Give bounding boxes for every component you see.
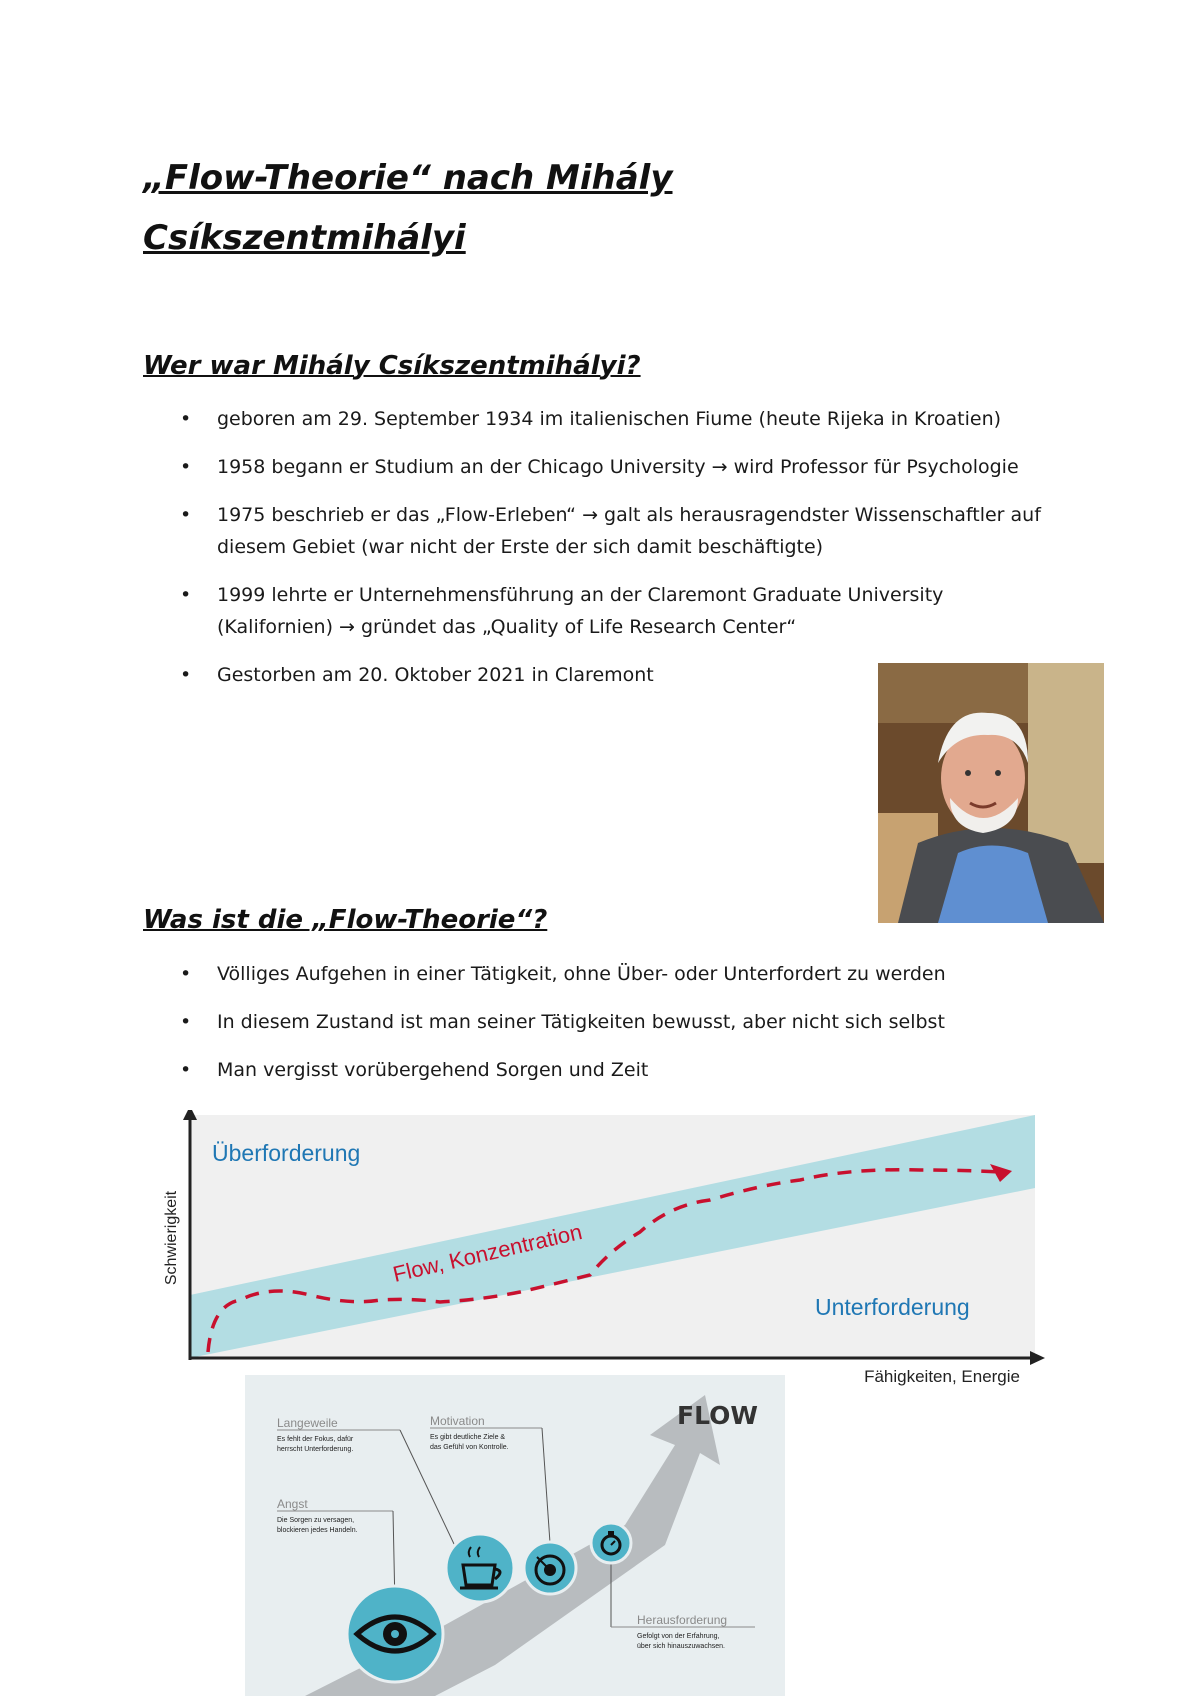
- angst-title: Angst: [277, 1497, 308, 1511]
- x-axis-arrow: [1030, 1351, 1045, 1365]
- biography-list: [180, 403, 1060, 707]
- angst-text-1: Die Sorgen zu versagen,: [277, 1517, 355, 1524]
- portrait-photo: [878, 663, 1104, 923]
- section-heading-flow-theory: Was ist die „Flow-Theorie“?: [143, 905, 548, 935]
- flow-infographic: [245, 1375, 785, 1696]
- flow-theory-list: [180, 958, 1080, 1102]
- list-item: • In diesem Zustand ist man seiner Tätigkeiten bewusst, aber nicht sich selbst: [180, 1006, 1080, 1038]
- page-title: „Flow-Theorie“ nach Mihály Csíkszentmihályi: [143, 158, 673, 258]
- angst-text-2: blockieren jedes Handeln.: [277, 1527, 358, 1534]
- motivation-text-2: das Gefühl von Kontrolle.: [430, 1444, 509, 1451]
- list-item: • Gestorben am 20. Oktober 2021 in Claremont: [180, 659, 1060, 691]
- x-axis-label: Fähigkeiten, Energie: [864, 1367, 1020, 1386]
- herausforderung-text-2: über sich hinauszuwachsen.: [637, 1643, 725, 1650]
- list-item: • geboren am 29. September 1934 im italienischen Fiume (heute Rijeka in Kroatien): [180, 403, 1060, 435]
- langeweile-text-2: herrscht Unterforderung.: [277, 1446, 354, 1453]
- herausforderung-title: Herausforderung: [637, 1613, 728, 1627]
- label-flow-konzentration: Flow, Konzentration: [390, 1219, 585, 1287]
- eye-icon: [347, 1586, 443, 1682]
- y-axis-label: Schwierigkeit: [163, 1190, 180, 1286]
- list-item: • Völliges Aufgehen in einer Tätigkeit, ohne Über- oder Unterfordert zu werden: [180, 958, 1080, 990]
- coffee-cup-icon: [446, 1534, 514, 1602]
- herausforderung-text-1: Gefolgt von der Erfahrung,: [637, 1633, 720, 1640]
- list-item: • 1999 lehrte er Unternehmensführung an der Claremont Graduate University (Kalifornien) → gründet das „Quality of Life Research Center“: [180, 579, 1060, 643]
- langeweile-title: Langeweile: [277, 1416, 338, 1430]
- list-item: • 1975 beschrieb er das „Flow-Erleben“ → galt als herausragendster Wissenschaftler auf diesem Gebiet (war nicht der Erste der sich damit beschäftigte): [180, 499, 1060, 563]
- langeweile-text-1: Es fehlt der Fokus, dafür: [277, 1436, 354, 1443]
- label-ueberforderung: Überforderung: [212, 1140, 361, 1166]
- list-item: • 1958 begann er Studium an der Chicago University → wird Professor für Psychologie: [180, 451, 1060, 483]
- motivation-text-1: Es gibt deutliche Ziele &: [430, 1434, 506, 1441]
- flow-label: FLOW: [677, 1401, 758, 1430]
- motivation-title: Motivation: [430, 1414, 485, 1428]
- list-item: • Man vergisst vorübergehend Sorgen und Zeit: [180, 1054, 1080, 1086]
- stopwatch-icon: [591, 1523, 631, 1563]
- section-heading-biography: Wer war Mihály Csíkszentmihályi?: [143, 351, 641, 381]
- target-icon: [524, 1542, 576, 1594]
- flow-channel-diagram: [150, 1110, 1050, 1390]
- label-unterforderung: Unterforderung: [815, 1294, 970, 1320]
